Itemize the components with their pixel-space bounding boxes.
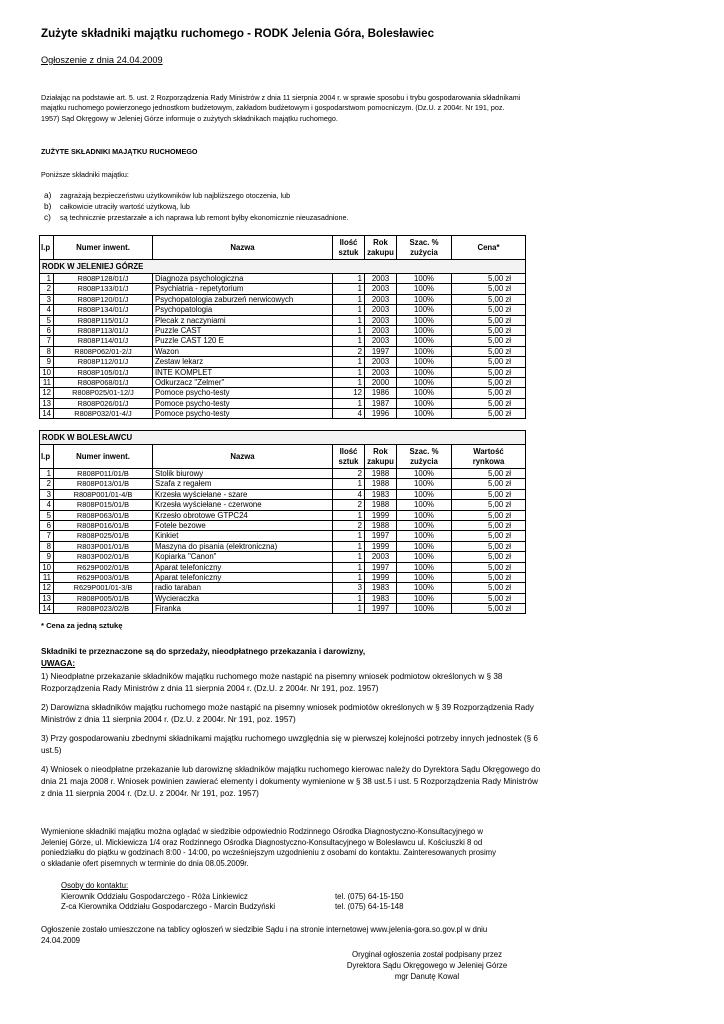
row-wear: 100% bbox=[397, 367, 452, 377]
row-wear: 100% bbox=[397, 562, 452, 572]
row-inventory-number: R629P002/01/B bbox=[54, 562, 153, 572]
signature-line: Dyrektora Sądu Okręgowego w Jeleniej Górze bbox=[346, 961, 508, 970]
row-year: 2003 bbox=[365, 305, 397, 315]
section-row bbox=[40, 260, 526, 274]
row-wear: 100% bbox=[397, 305, 452, 315]
row-price: 5,00 zł bbox=[452, 604, 526, 614]
row-inventory-number: R808P013/01/B bbox=[54, 479, 153, 489]
row-inventory-number: R808P112/01/J bbox=[54, 357, 153, 367]
table-row bbox=[40, 294, 526, 304]
criteria-lead: Poniższe składniki majątku: bbox=[41, 170, 129, 179]
assets-table-jelenia-gora bbox=[39, 235, 526, 419]
row-year: 1999 bbox=[365, 572, 397, 582]
signature-line: Oryginał ogłoszenia został podpisany przez bbox=[352, 950, 502, 959]
row-year: 2000 bbox=[365, 377, 397, 387]
purpose-statement: Składniki te przeznaczone są do sprzedaży, nieodpłatnego przekazania i darowizny, bbox=[41, 647, 366, 656]
row-name: Puzzle CAST 120 E bbox=[153, 336, 333, 346]
row-name: Stolik biurowy bbox=[153, 469, 333, 479]
header-year-line1: Rok bbox=[373, 446, 388, 456]
row-year: 2003 bbox=[365, 274, 397, 284]
row-wear: 100% bbox=[397, 388, 452, 398]
table-row bbox=[40, 284, 526, 294]
row-lp: 7 bbox=[40, 336, 54, 346]
row-year: 1997 bbox=[365, 531, 397, 541]
row-price: 5,00 zł bbox=[452, 367, 526, 377]
row-name: Wazon bbox=[153, 346, 333, 356]
table-row bbox=[40, 346, 526, 356]
row-inventory-number: R808P133/01/J bbox=[54, 284, 153, 294]
row-quantity: 1 bbox=[333, 572, 365, 582]
row-lp: 14 bbox=[40, 604, 54, 614]
row-name: Szafa z regałem bbox=[153, 479, 333, 489]
document-title: Zużyte składniki majątku ruchomego - RODK Jelenia Góra, Bolesławiec bbox=[41, 27, 435, 40]
row-lp: 4 bbox=[40, 305, 54, 315]
row-inventory-number: R808P025/01/B bbox=[54, 531, 153, 541]
row-wear: 100% bbox=[397, 604, 452, 614]
row-quantity: 12 bbox=[333, 388, 365, 398]
header-value-line1: Wartość bbox=[473, 446, 504, 456]
row-inventory-number: R629P001/01-3/B bbox=[54, 583, 153, 593]
row-lp: 9 bbox=[40, 552, 54, 562]
row-year: 1988 bbox=[365, 520, 397, 530]
row-name: Psychopatologia zaburzeń nerwicowych bbox=[153, 294, 333, 304]
row-name: Odkurzacz "Zelmer" bbox=[153, 377, 333, 387]
row-price: 5,00 zł bbox=[452, 398, 526, 408]
row-price: 5,00 zł bbox=[452, 469, 526, 479]
row-wear: 100% bbox=[397, 294, 452, 304]
row-year: 1999 bbox=[365, 510, 397, 520]
row-year: 1986 bbox=[365, 388, 397, 398]
row-year: 1983 bbox=[365, 489, 397, 499]
header-year bbox=[365, 236, 397, 260]
header-quantity-line2: sztuk bbox=[338, 247, 359, 257]
row-wear: 100% bbox=[397, 510, 452, 520]
row-quantity: 1 bbox=[333, 604, 365, 614]
row-lp: 2 bbox=[40, 479, 54, 489]
header-year bbox=[365, 445, 397, 469]
row-wear: 100% bbox=[397, 531, 452, 541]
table-row bbox=[40, 552, 526, 562]
table-row bbox=[40, 315, 526, 325]
row-lp: 7 bbox=[40, 531, 54, 541]
row-wear: 100% bbox=[397, 336, 452, 346]
row-year: 1983 bbox=[365, 593, 397, 603]
row-inventory-number: R808P062/01-2/J bbox=[54, 346, 153, 356]
row-year: 1999 bbox=[365, 541, 397, 551]
row-inventory-number: R808P005/01/B bbox=[54, 593, 153, 603]
row-quantity: 2 bbox=[333, 500, 365, 510]
row-year: 2003 bbox=[365, 325, 397, 335]
row-inventory-number: R808P128/01/J bbox=[54, 274, 153, 284]
header-name: Nazwa bbox=[153, 445, 333, 469]
row-price: 5,00 zł bbox=[452, 541, 526, 551]
contact-name: Z-ca Kierownika Oddziału Gospodarczego - Marcin Budzyński bbox=[61, 902, 276, 911]
table-row bbox=[40, 388, 526, 398]
row-lp: 3 bbox=[40, 489, 54, 499]
row-quantity: 1 bbox=[333, 284, 365, 294]
row-name: Maszyna do pisania (elektroniczna) bbox=[153, 541, 333, 551]
row-quantity: 1 bbox=[333, 552, 365, 562]
row-inventory-number: R808P134/01/J bbox=[54, 305, 153, 315]
signature-line: mgr Danutę Kowal bbox=[394, 972, 460, 981]
row-inventory-number: R808P016/01/B bbox=[54, 520, 153, 530]
criteria-text: zagrażają bezpieczeństwu użytkowników lub najbliższego otoczenia, lub bbox=[60, 191, 291, 200]
row-inventory-number: R808P105/01/J bbox=[54, 367, 153, 377]
row-price: 5,00 zł bbox=[452, 336, 526, 346]
row-lp: 5 bbox=[40, 510, 54, 520]
contacts-block bbox=[61, 881, 403, 913]
criteria-text: są technicznie przestarzałe a ich naprawa lub remont byłby ekonomicznie nieuzasadnione. bbox=[60, 213, 349, 222]
row-wear: 100% bbox=[397, 377, 452, 387]
table-row bbox=[40, 325, 526, 335]
header-year-line1: Rok bbox=[373, 237, 388, 247]
contact-row bbox=[61, 902, 403, 913]
header-wear-line2: zużycia bbox=[410, 456, 438, 466]
row-wear: 100% bbox=[397, 593, 452, 603]
table-header-row bbox=[40, 445, 526, 469]
row-year: 1997 bbox=[365, 604, 397, 614]
row-price: 5,00 zł bbox=[452, 562, 526, 572]
row-price: 5,00 zł bbox=[452, 346, 526, 356]
row-name: INTE KOMPLET bbox=[153, 367, 333, 377]
row-quantity: 1 bbox=[333, 510, 365, 520]
table-row bbox=[40, 398, 526, 408]
row-inventory-number: R808P025/01-12/J bbox=[54, 388, 153, 398]
criteria-list bbox=[44, 190, 348, 223]
row-price: 5,00 zł bbox=[452, 284, 526, 294]
table-row bbox=[40, 572, 526, 582]
row-lp: 6 bbox=[40, 520, 54, 530]
row-year: 1983 bbox=[365, 583, 397, 593]
row-lp: 10 bbox=[40, 367, 54, 377]
criteria-item bbox=[44, 201, 348, 212]
row-inventory-number: R808P011/01/B bbox=[54, 469, 153, 479]
row-inventory-number: R629P003/01/B bbox=[54, 572, 153, 582]
row-inventory-number: R808P114/01/J bbox=[54, 336, 153, 346]
row-inventory-number: R808P023/02/B bbox=[54, 604, 153, 614]
row-price: 5,00 zł bbox=[452, 294, 526, 304]
row-year: 1988 bbox=[365, 479, 397, 489]
row-year: 1987 bbox=[365, 398, 397, 408]
row-year: 1997 bbox=[365, 562, 397, 572]
row-price: 5,00 zł bbox=[452, 388, 526, 398]
row-name: Psychiatria - repetytorium bbox=[153, 284, 333, 294]
row-name: Kopiarka "Canon" bbox=[153, 552, 333, 562]
table-row bbox=[40, 583, 526, 593]
row-year: 2003 bbox=[365, 294, 397, 304]
row-lp: 6 bbox=[40, 325, 54, 335]
row-name: Pomoce psycho-testy bbox=[153, 409, 333, 419]
row-inventory-number: R808P115/01/J bbox=[54, 315, 153, 325]
row-price: 5,00 zł bbox=[452, 583, 526, 593]
row-wear: 100% bbox=[397, 500, 452, 510]
row-price: 5,00 zł bbox=[452, 357, 526, 367]
row-inventory-number: R808P026/01/J bbox=[54, 398, 153, 408]
row-lp: 1 bbox=[40, 469, 54, 479]
row-inventory-number: R808P120/01/J bbox=[54, 294, 153, 304]
row-price: 5,00 zł bbox=[452, 489, 526, 499]
row-name: Krzesło obrotowe GTPC24 bbox=[153, 510, 333, 520]
row-year: 2003 bbox=[365, 315, 397, 325]
row-wear: 100% bbox=[397, 357, 452, 367]
header-wear bbox=[397, 445, 452, 469]
row-lp: 10 bbox=[40, 562, 54, 572]
header-year-line2: zakupu bbox=[367, 456, 394, 466]
row-inventory-number: R808P068/01/J bbox=[54, 377, 153, 387]
row-quantity: 1 bbox=[333, 294, 365, 304]
row-year: 1988 bbox=[365, 500, 397, 510]
header-quantity-line1: Ilość bbox=[339, 237, 358, 247]
row-name: Krzesła wyściełane - szare bbox=[153, 489, 333, 499]
notice-label: UWAGA: bbox=[41, 659, 76, 668]
row-price: 5,00 zł bbox=[452, 520, 526, 530]
header-lp: l.p bbox=[40, 236, 54, 260]
row-lp: 13 bbox=[40, 398, 54, 408]
row-lp: 5 bbox=[40, 315, 54, 325]
row-wear: 100% bbox=[397, 583, 452, 593]
header-value-line2: rynkowa bbox=[472, 456, 505, 466]
criteria-letter: b) bbox=[44, 201, 52, 211]
header-lp: l.p bbox=[40, 445, 54, 469]
row-lp: 11 bbox=[40, 572, 54, 582]
criteria-text: całkowicie utraciły wartość użytkową, lub bbox=[60, 202, 190, 211]
row-quantity: 1 bbox=[333, 398, 365, 408]
row-name: Psychopatologia bbox=[153, 305, 333, 315]
table-row bbox=[40, 305, 526, 315]
header-market-value bbox=[452, 445, 526, 469]
row-lp: 9 bbox=[40, 357, 54, 367]
row-wear: 100% bbox=[397, 469, 452, 479]
row-quantity: 1 bbox=[333, 357, 365, 367]
row-wear: 100% bbox=[397, 541, 452, 551]
table-header-row bbox=[40, 236, 526, 260]
contact-phone: tel. (075) 64-15-148 bbox=[335, 902, 404, 911]
row-name: Aparat telefoniczny bbox=[153, 562, 333, 572]
row-wear: 100% bbox=[397, 479, 452, 489]
row-inventory-number: R808P001/01-4/B bbox=[54, 489, 153, 499]
row-quantity: 2 bbox=[333, 469, 365, 479]
row-wear: 100% bbox=[397, 489, 452, 499]
visit-info: Wymienione składniki majątku można oglądać w siedzibie odpowiednio Rodzinnego Ośrodka Diagnostyczno-Konsultacyjnego w Jeleniej Górze, ul. Mickiewicza 1/4 oraz Rodzinnego Ośrodka Diagnostyczno-Konsultacyjnego w Bolesławcu ul. Kościuszki 8 od poniedziałku do piątku w godzinach 8:00 - 14:00, po wcześniejszym uzgodnieniu z osobami do kontaktu. Zainteresowanych prosimy o składanie ofert pisemnych w terminie do dnia 08.05.2009r. bbox=[41, 827, 497, 868]
row-lp: 13 bbox=[40, 593, 54, 603]
row-name: Aparat telefoniczny bbox=[153, 572, 333, 582]
table-row bbox=[40, 500, 526, 510]
section-row bbox=[40, 431, 526, 445]
table-row bbox=[40, 409, 526, 419]
row-price: 5,00 zł bbox=[452, 325, 526, 335]
row-inventory-number: R803P002/01/B bbox=[54, 552, 153, 562]
intro-paragraph: Działając na podstawie art. 5. ust. 2 Rozporządzenia Rady Ministrów z dnia 11 sierpnia 2004 r. w sprawie sposobu i trybu gospodarowania składnikami majątku ruchomego powierzonego jednostkom budżetowym, zakładom budżetowym i gospodarstwom pomocniczym. (Dz.U. z 2004r. Nr 191, poz. 1957) Sąd Okręgowy w Jeleniej Górze informuje o zużytych składnikach majątku ruchomego. bbox=[41, 93, 521, 123]
row-name: Firanka bbox=[153, 604, 333, 614]
row-year: 2003 bbox=[365, 552, 397, 562]
table-row bbox=[40, 593, 526, 603]
row-wear: 100% bbox=[397, 520, 452, 530]
row-quantity: 1 bbox=[333, 541, 365, 551]
row-quantity: 1 bbox=[333, 562, 365, 572]
notice-point: 2) Darowizna składników majątku ruchomego może nastąpić na pisemny wniosek podmiotów określonych w § 39 Rozporządzenia Rady Ministrów z dnia 11 sierpnia 2004 r. (Dz.U. z 2004r. Nr 191, poz. 1957) bbox=[41, 703, 534, 724]
row-name: Wycieraczka bbox=[153, 593, 333, 603]
table-row bbox=[40, 336, 526, 346]
row-wear: 100% bbox=[397, 552, 452, 562]
header-inventory-number: Numer inwent. bbox=[54, 445, 153, 469]
row-lp: 8 bbox=[40, 346, 54, 356]
row-name: Puzzle CAST bbox=[153, 325, 333, 335]
row-price: 5,00 zł bbox=[452, 552, 526, 562]
table-row bbox=[40, 510, 526, 520]
row-wear: 100% bbox=[397, 325, 452, 335]
row-wear: 100% bbox=[397, 274, 452, 284]
notice-point: 3) Przy gospodarowaniu zbednymi składnikami majątku ruchomego uwzględnia się w pierwszej kolejności potrzeby innych jednostek (§ 6 ust.5) bbox=[41, 734, 538, 755]
section-label-jelenia-gora: RODK W JELENIEJ GÓRZE bbox=[40, 260, 526, 274]
row-quantity: 4 bbox=[333, 409, 365, 419]
row-quantity: 1 bbox=[333, 305, 365, 315]
row-price: 5,00 zł bbox=[452, 500, 526, 510]
table-row bbox=[40, 604, 526, 614]
header-price: Cena* bbox=[452, 236, 526, 260]
criteria-letter: c) bbox=[44, 212, 51, 222]
row-price: 5,00 zł bbox=[452, 274, 526, 284]
header-quantity-line2: sztuk bbox=[338, 456, 359, 466]
assets-table-boleslawiec bbox=[39, 430, 526, 614]
row-quantity: 1 bbox=[333, 274, 365, 284]
table-row bbox=[40, 469, 526, 479]
row-quantity: 3 bbox=[333, 583, 365, 593]
criteria-item bbox=[44, 212, 348, 223]
price-note: * Cena za jedną sztukę bbox=[41, 621, 123, 630]
table-row bbox=[40, 377, 526, 387]
row-wear: 100% bbox=[397, 572, 452, 582]
section-heading: ZUŻYTE SKŁADNIKI MAJĄTKU RUCHOMEGO bbox=[41, 147, 198, 156]
row-year: 1988 bbox=[365, 469, 397, 479]
row-name: radio taraban bbox=[153, 583, 333, 593]
notice-point: 4) Wniosek o nieodpłatne przekazanie lub darowiznę składników majątku ruchomego kierowac należy do Dyrektora Sądu Okręgowego do dnia 21 maja 2008 r. Wniosek powinien zawierać elementy i dokumenty wymienione w § 38 ust.5 i ust. 5 Rozporządzenia Rady Ministrów z dnia 11 sierpnia 2004 r. (Dz.U. z 2004r. Nr 191, poz. 1957) bbox=[41, 765, 541, 798]
row-quantity: 1 bbox=[333, 377, 365, 387]
table-row bbox=[40, 357, 526, 367]
row-quantity: 1 bbox=[333, 479, 365, 489]
row-price: 5,00 zł bbox=[452, 593, 526, 603]
row-lp: 12 bbox=[40, 388, 54, 398]
row-quantity: 1 bbox=[333, 593, 365, 603]
row-name: Zestaw lekarz bbox=[153, 357, 333, 367]
row-name: Plecak z naczyniami bbox=[153, 315, 333, 325]
row-lp: 12 bbox=[40, 583, 54, 593]
header-wear bbox=[397, 236, 452, 260]
row-inventory-number: R808P015/01/B bbox=[54, 500, 153, 510]
row-quantity: 1 bbox=[333, 336, 365, 346]
row-quantity: 1 bbox=[333, 325, 365, 335]
row-lp: 8 bbox=[40, 541, 54, 551]
row-price: 5,00 zł bbox=[452, 315, 526, 325]
row-price: 5,00 zł bbox=[452, 409, 526, 419]
header-year-line2: zakupu bbox=[367, 247, 394, 257]
row-year: 2003 bbox=[365, 284, 397, 294]
row-name: Pomoce psycho-testy bbox=[153, 398, 333, 408]
contact-name: Kierownik Oddziału Gospodarczego - Róża Linkiewicz bbox=[61, 891, 248, 901]
row-price: 5,00 zł bbox=[452, 531, 526, 541]
header-quantity bbox=[333, 445, 365, 469]
row-year: 2003 bbox=[365, 357, 397, 367]
row-wear: 100% bbox=[397, 409, 452, 419]
header-quantity-line1: Ilość bbox=[339, 446, 358, 456]
header-name: Nazwa bbox=[153, 236, 333, 260]
row-lp: 1 bbox=[40, 274, 54, 284]
row-quantity: 2 bbox=[333, 346, 365, 356]
notice-point: 1) Nieodpłatne przekazanie składników majątku ruchomego może nastąpić na pisemny wniosek podmiotow określonych w § 38 Rozporządzenia Rady Ministrów z dnia 11 sierpnia 2004 r. (Dz.U. z 2004r. Nr 191, poz. 1957) bbox=[41, 672, 503, 693]
row-lp: 11 bbox=[40, 377, 54, 387]
table-row bbox=[40, 479, 526, 489]
row-wear: 100% bbox=[397, 315, 452, 325]
row-price: 5,00 zł bbox=[452, 510, 526, 520]
section-label-boleslawiec: RODK W BOLESŁAWCU bbox=[40, 431, 526, 445]
row-lp: 14 bbox=[40, 409, 54, 419]
table-row bbox=[40, 531, 526, 541]
row-price: 5,00 zł bbox=[452, 305, 526, 315]
table-row bbox=[40, 274, 526, 284]
row-wear: 100% bbox=[397, 398, 452, 408]
table-row bbox=[40, 562, 526, 572]
notice-points bbox=[41, 671, 541, 807]
table-row bbox=[40, 520, 526, 530]
row-wear: 100% bbox=[397, 346, 452, 356]
row-price: 5,00 zł bbox=[452, 572, 526, 582]
row-lp: 4 bbox=[40, 500, 54, 510]
row-inventory-number: R808P063/01/B bbox=[54, 510, 153, 520]
row-quantity: 1 bbox=[333, 531, 365, 541]
row-inventory-number: R808P113/01/J bbox=[54, 325, 153, 335]
row-price: 5,00 zł bbox=[452, 377, 526, 387]
header-wear-line1: Szac. % bbox=[409, 446, 439, 456]
criteria-letter: a) bbox=[44, 190, 52, 200]
header-quantity bbox=[333, 236, 365, 260]
contacts-heading: Osoby do kontaktu: bbox=[61, 881, 129, 890]
row-year: 1997 bbox=[365, 346, 397, 356]
row-name: Krzesła wyściełane - czerwone bbox=[153, 500, 333, 510]
row-inventory-number: R808P032/01-4/J bbox=[54, 409, 153, 419]
table-row bbox=[40, 541, 526, 551]
table-row bbox=[40, 367, 526, 377]
row-quantity: 1 bbox=[333, 315, 365, 325]
header-wear-line2: zużycia bbox=[410, 247, 438, 257]
row-quantity: 4 bbox=[333, 489, 365, 499]
row-quantity: 2 bbox=[333, 520, 365, 530]
row-name: Diagnoza psychologiczna bbox=[153, 274, 333, 284]
header-wear-line1: Szac. % bbox=[409, 237, 439, 247]
table-body bbox=[40, 469, 526, 614]
row-year: 2003 bbox=[365, 367, 397, 377]
row-wear: 100% bbox=[397, 284, 452, 294]
contact-row bbox=[61, 892, 403, 903]
row-year: 1996 bbox=[365, 409, 397, 419]
contact-phone: tel. (075) 64-15-150 bbox=[335, 891, 404, 901]
table-body bbox=[40, 274, 526, 419]
signature-block bbox=[330, 949, 524, 982]
header-inventory-number: Numer inwent. bbox=[54, 236, 153, 260]
criteria-item bbox=[44, 190, 348, 201]
row-inventory-number: R803P001/01/B bbox=[54, 541, 153, 551]
row-lp: 3 bbox=[40, 294, 54, 304]
announcement-date: Ogłoszenie z dnia 24.04.2009 bbox=[41, 55, 163, 65]
posted-info: Ogłoszenie zostało umieszczone na tablicy ogłoszeń w siedzibie Sądu i na stronie internetowej www.jelenia-gora.so.gov.pl w dniu 24.04.2009 bbox=[41, 925, 488, 945]
row-name: Kinkiet bbox=[153, 531, 333, 541]
table-row bbox=[40, 489, 526, 499]
row-price: 5,00 zł bbox=[452, 479, 526, 489]
row-lp: 2 bbox=[40, 284, 54, 294]
row-name: Pomoce psycho-testy bbox=[153, 388, 333, 398]
row-quantity: 1 bbox=[333, 367, 365, 377]
row-year: 2003 bbox=[365, 336, 397, 346]
row-name: Fotele bezowe bbox=[153, 520, 333, 530]
